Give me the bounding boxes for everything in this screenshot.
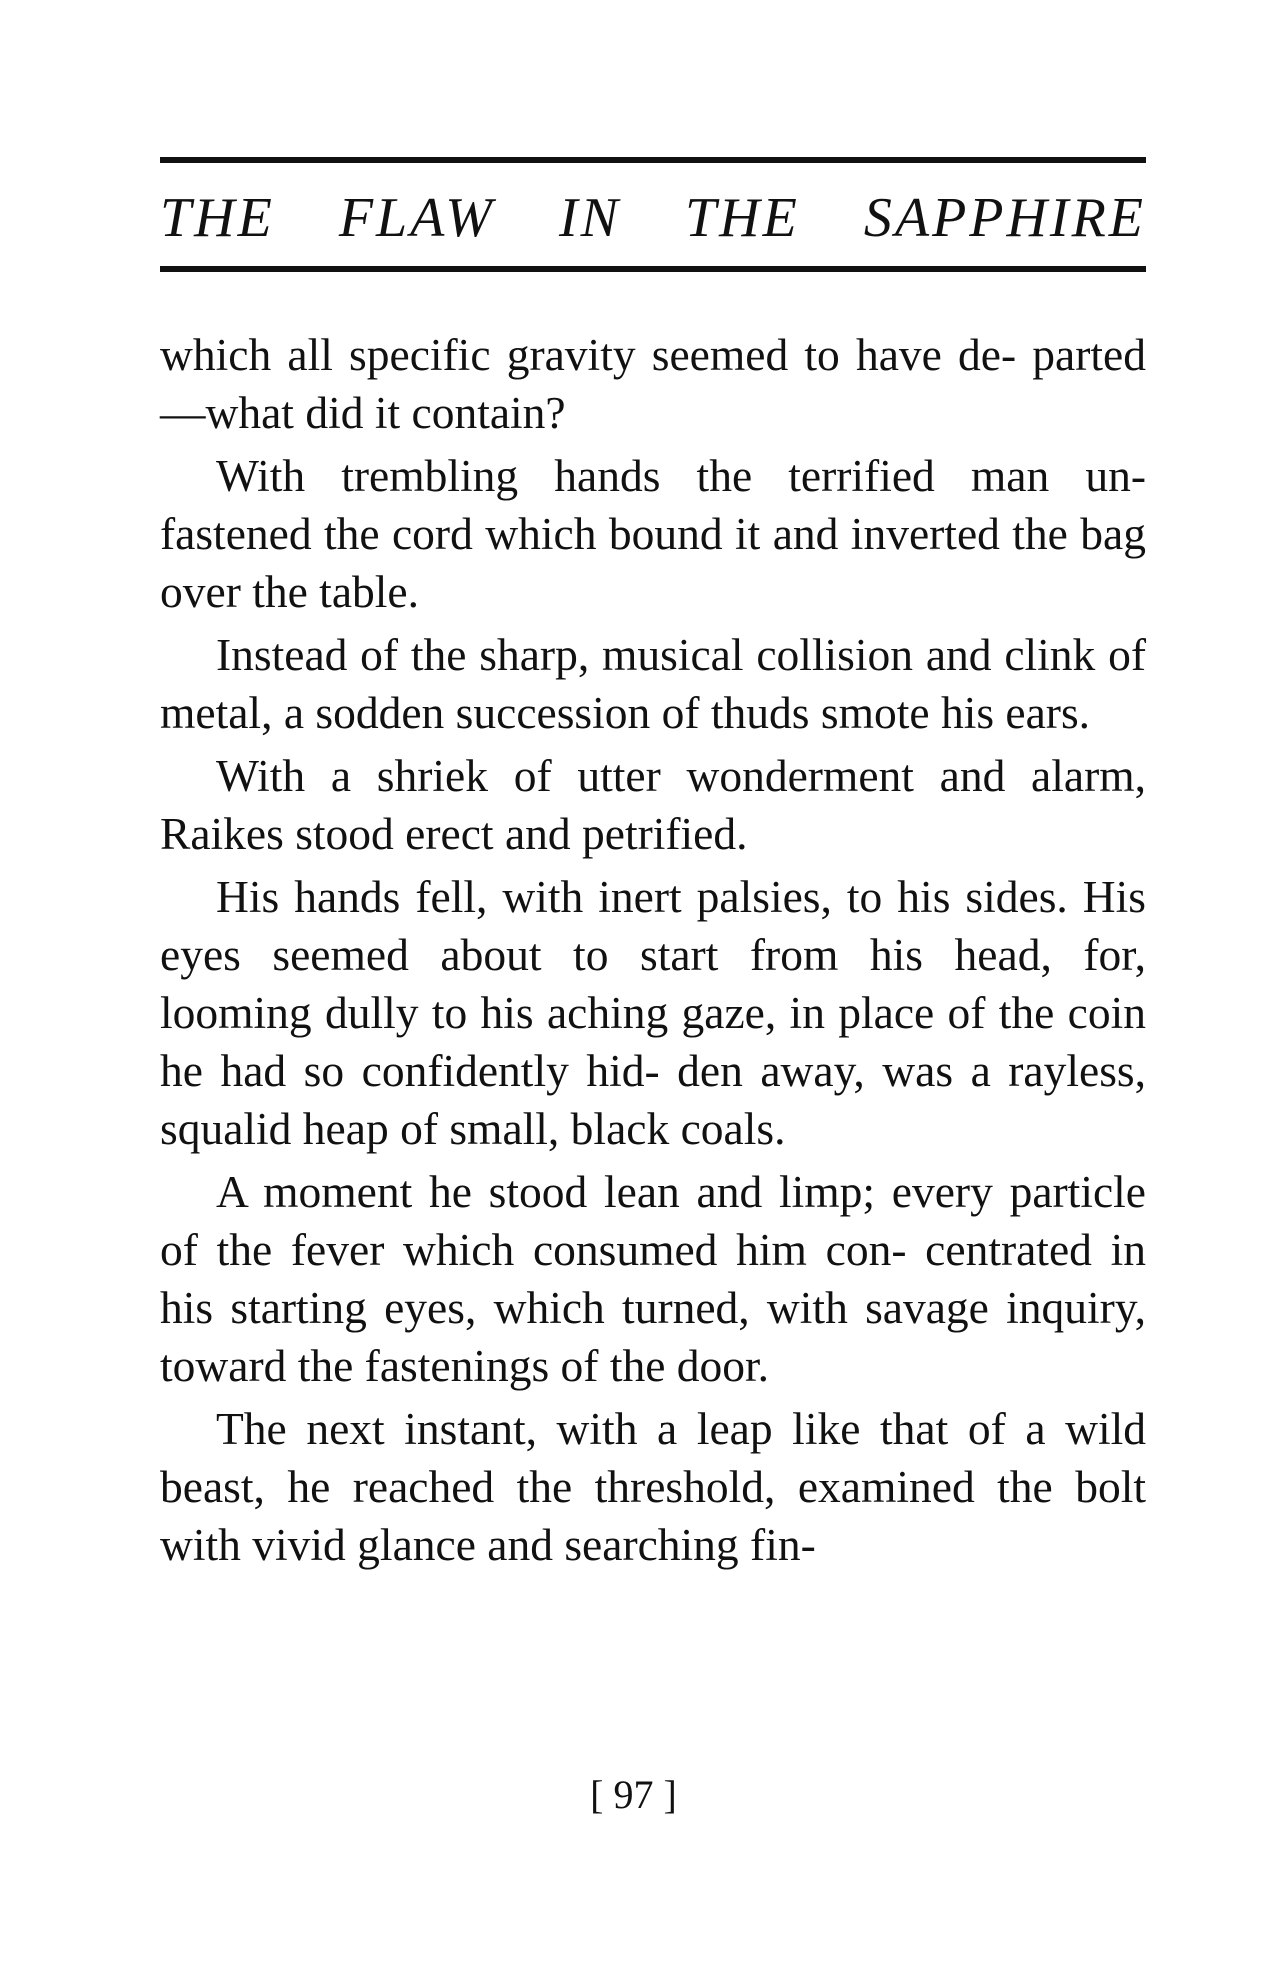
paragraph: With a shriek of utter wonderment and alarm, Raikes stood erect and petrified. — [160, 750, 1146, 859]
paragraph: A moment he stood lean and limp; every particle of the fever which consumed him con- centrated in his starting eyes, which turned, with savage inquiry, toward the fastenings of the door. — [160, 1166, 1146, 1391]
running-head-word: THE — [160, 187, 275, 249]
paragraph: With trembling hands the terrified man un- fastened the cord which bound it and inverted the bag over the table. — [160, 450, 1146, 617]
running-head-word: SAPPHIRE — [863, 187, 1146, 249]
paragraph-continued: which all specific gravity seemed to have de- parted—what did it contain? — [160, 329, 1146, 438]
header-rule-bottom — [160, 266, 1146, 272]
paragraph: His hands fell, with inert palsies, to his sides. His eyes seemed about to start from his head, for, looming dully to his aching gaze, in place of the coin he had so confidently hid- den away, was a rayless, squalid heap of small, black coals. — [160, 871, 1146, 1154]
body-text — [160, 326, 1146, 1579]
paragraph: Instead of the sharp, musical collision and clink of metal, a sodden succession of thuds smote his ears. — [160, 629, 1146, 738]
running-head-word: THE — [685, 187, 800, 249]
paragraph: The next instant, with a leap like that of a wild beast, he reached the threshold, examined the bolt with vivid glance and searching fin- — [160, 1403, 1146, 1570]
header-rule-top — [160, 157, 1146, 163]
page-number: [ 97 ] — [590, 1772, 677, 1817]
running-head-word: FLAW — [338, 187, 495, 249]
running-head-word: IN — [559, 187, 621, 249]
running-head — [160, 178, 1146, 258]
